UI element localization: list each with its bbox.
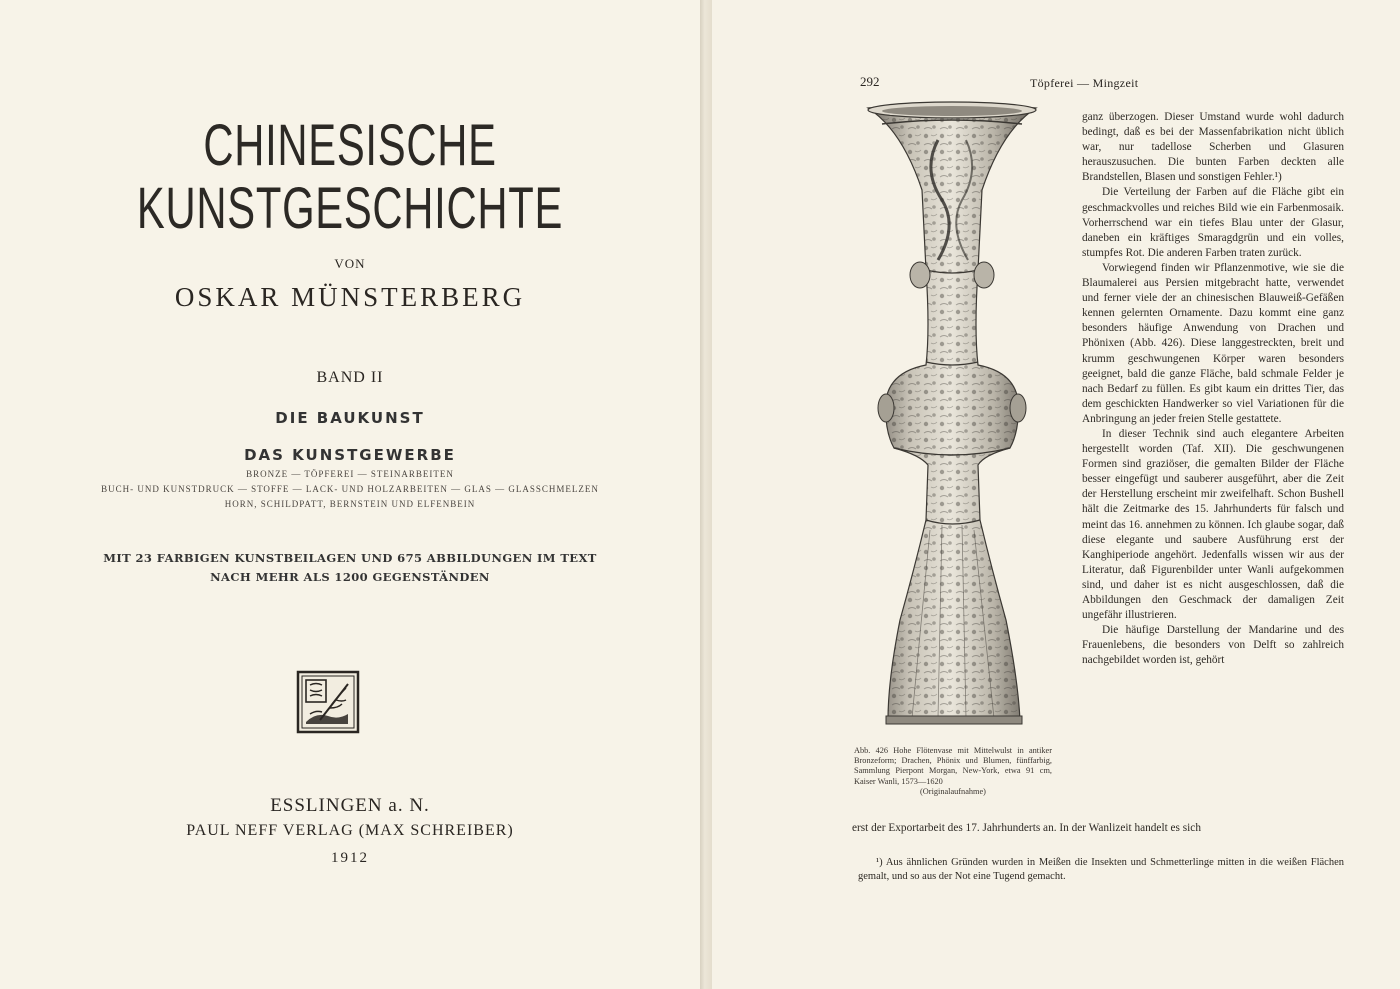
caption-text: Abb. 426 Hohe Flötenvase mit Mittelwulst in antiker Bronzeform; Drachen, Phönix und Blumen, fünffarbig, Sammlung Pierpont Morgan, New-York, etwa 91 cm, Kaiser Wanli, 1573—1620 — [854, 746, 1052, 786]
subtopics-line: HORN, SCHILDPATT, BERNSTEIN UND ELFENBEIN — [224, 499, 476, 509]
vase-photograph — [842, 100, 1062, 740]
paragraph: In dieser Technik sind auch elegantere Arbeiten hergestellt worden (Taf. XII). Die geschwungenen Formen sind graziöser, die gemalten Bilder der Fläche besser eingefügt und sauberer ausgeführt, aber die Zeit der Herstellung erscheint mir zweifelhaft. Schon Bushell hält die Zeitmarke des 15. Jahrhunderts für falsch und meint das 16. annehmen zu können. Ich glaube sogar, daß diese elegante und saubere Ausführung erst der Kanghiperiode angehört. Jedenfalls wissen wir aus der Literatur, daß Figurenbilder unter Wanli aufgekommen sind, und daher ist es nicht ausgeschlossen, daß die Abbildungen den Geschmack der damaligen Zeit ungefähr illustrieren. — [1082, 427, 1344, 622]
paragraph: Die häufige Darstellung der Mandarine und des Frauenlebens, die besonders von Delft so zahlreich nachgebildet worden ist, gehört — [1082, 624, 1344, 667]
section-heading-architecture: DIE BAUKUNST — [275, 409, 425, 427]
illustrations-note: MIT 23 FARBIGEN KUNSTBEILAGEN UND 675 ABBILDUNGEN IM TEXT — [103, 551, 597, 565]
footnote: ¹) Aus ähnlichen Gründen wurden in Meißen die Insekten und Schmetterlinge mitten in die weißen Flächen gemalt, und so aus der Not eine Tugend gemacht. — [858, 857, 1344, 882]
book-title-line1: CHINESISCHE — [203, 113, 497, 178]
full-width-text-line: erst der Exportarbeit des 17. Jahrhunderts an. In der Wanlizeit handelt es sich — [852, 822, 1201, 834]
author-name: OSKAR MÜNSTERBERG — [174, 282, 526, 312]
illustrations-note: NACH MEHR ALS 1200 GEGENSTÄNDEN — [210, 570, 490, 584]
caption-source: (Originalaufnahme) — [920, 786, 986, 796]
book-gutter — [700, 0, 712, 989]
page-number: 292 — [860, 74, 880, 89]
subtopics-line: BRONZE — TÖPFEREI — STEINARBEITEN — [246, 469, 454, 479]
subtopics-line: BUCH- UND KUNSTDRUCK — STOFFE — LACK- UND HOLZARBEITEN — GLAS — GLASSCHMELZEN — [101, 484, 599, 494]
text-page — [712, 0, 1400, 989]
publisher-name: PAUL NEFF VERLAG (MAX SCHREIBER) — [186, 822, 514, 839]
figure-caption — [854, 746, 1052, 797]
volume-label: BAND II — [316, 369, 384, 386]
running-header: Töpferei — Mingzeit — [1030, 76, 1139, 90]
by-label: VON — [334, 256, 366, 271]
book-title-line2: KUNSTGESCHICHTE — [136, 176, 564, 241]
publisher-logo-icon — [296, 670, 360, 734]
section-heading-crafts: DAS KUNSTGEWERBE — [244, 446, 456, 464]
publication-year: 1912 — [331, 850, 369, 866]
paragraph: ganz überzogen. Dieser Umstand wurde wohl dadurch bedingt, daß es bei der Massenfabrikation nicht üblich war, nur tadellose Scherben und Glasuren herauszusuchen. Die bunten Farben deckten alle Brandstellen, Blasen und sonstigen Fehler.¹) — [1082, 111, 1344, 184]
paragraph: Die Verteilung der Farben auf die Fläche gibt ein geschmackvolles und reiches Bild wie ein Farbenmosaik. Vorherrschend war ein tiefes Blau unter der Glasur, daneben ein kräftiges Smaragdgrün und ein volles, stumpfes Rot. Die anderen Farben traten zurück. — [1082, 186, 1344, 259]
body-text-column — [1082, 110, 1344, 668]
publication-place: ESSLINGEN a. N. — [270, 795, 430, 816]
paragraph: Vorwiegend finden wir Pflanzenmotive, wie sie die Blaumalerei aus Persien mitgebracht hatte, verwendet und ferner viele der an chinesischen Blauweiß-Gefäßen kennen gelernten Ornamente. Dazu kommt eine ganz besonders häufige Anwendung von Drachen und Phönixen (Abb. 426). Diese langgestreckten, breit und krumm geschwungenen Körper waren besonders geeignet, bald die ganze Fläche, bald schmale Felder je nach Bedarf zu füllen. Es gibt kaum ein drittes Tier, das dem geschickten Handwerker so viel Variationen für die Anbringung an jeder freien Stelle gestattete. — [1082, 261, 1344, 425]
